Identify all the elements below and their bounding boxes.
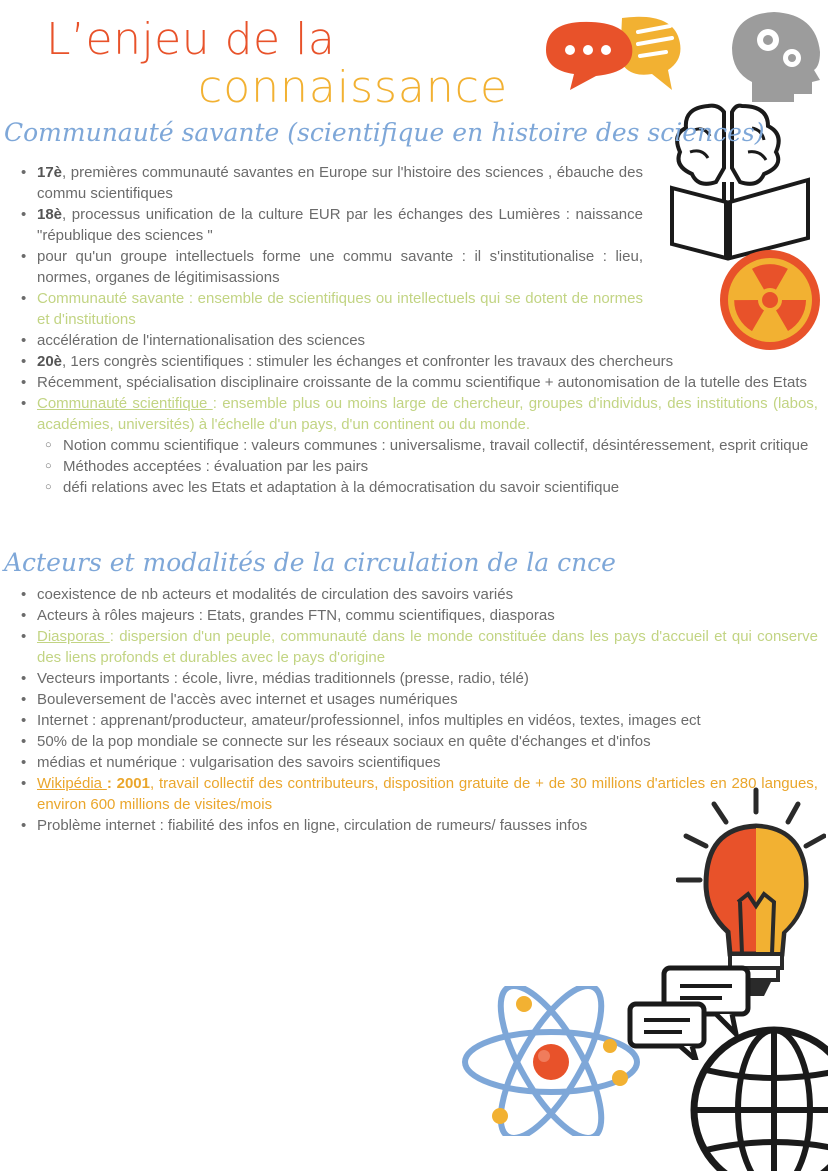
- list-item-definition: [18, 393, 818, 498]
- list-item: [18, 351, 818, 372]
- item-bold: 20è: [37, 353, 63, 370]
- item-text: Vecteurs importants : école, livre, médias traditionnels (presse, radio, télé): [37, 670, 529, 687]
- item-text: pour qu'un groupe intellectuels forme une commu savante : il s'institutionalise : lieu, normes, organes de légitimisassions: [37, 248, 643, 286]
- atom-icon: [460, 986, 642, 1136]
- item-text: accélération de l'internationalisation des sciences: [37, 332, 366, 349]
- item-text: 50% de la pop mondiale se connecte sur les réseaux sociaux en quête d'échanges et d'infos: [37, 733, 651, 750]
- list-item: [18, 605, 818, 626]
- item-text: Problème internet : fiabilité des infos en ligne, circulation de rumeurs/ fausses infos: [37, 817, 588, 834]
- list-item-definition: [18, 626, 818, 668]
- item-text: : dispersion d'un peuple, communauté dans le monde constituée dans les pays d'accueil et qui conserve des liens profonds et durables avec le pays d'origine: [37, 628, 818, 666]
- sub-list-item: ○ Notion commu scientifique : valeurs communes : universalisme, travail collectif, désintéressement, esprit critique: [37, 435, 818, 456]
- item-text: , premières communauté savantes en Europe sur l'histoire des sciences , ébauche des commu scientifiques: [37, 164, 643, 202]
- item-term: Diasporas: [37, 628, 110, 645]
- speech-bubbles-icon: [540, 8, 700, 100]
- list-item-definition: [18, 288, 643, 330]
- item-text: coexistence de nb acteurs et modalités de circulation des savoirs variés: [37, 586, 514, 603]
- item-text: Bouleversement de l'accès avec internet et usages numériques: [37, 691, 458, 708]
- page-title-line2: connaissance: [198, 62, 509, 113]
- item-bold: 18è: [37, 206, 63, 223]
- item-text: , travail collectif des contributeurs, disposition gratuite de + de 30 millions d'articles en 280 langues, environ 600 millions de visites/mois: [37, 775, 818, 813]
- section-title-acteurs: Acteurs et modalités de la circulation de la cnce: [4, 548, 616, 577]
- list-item: [18, 162, 643, 204]
- item-text: médias et numérique : vulgarisation des savoirs scientifiques: [37, 754, 441, 771]
- item-text: , processus unification de la culture EUR par les échanges des Lumières : naissance "république des sciences ": [37, 206, 643, 244]
- item-term: Communauté scientifique: [37, 395, 213, 412]
- list-item: [18, 689, 818, 710]
- sub-list-item: ○ défi relations avec les Etats et adaptation à la démocratisation du savoir scientifique: [37, 477, 818, 498]
- list-item: [18, 710, 818, 731]
- sub-list: [37, 435, 818, 498]
- list-item: [18, 372, 818, 393]
- list-item: [18, 668, 818, 689]
- list-item: [18, 584, 818, 605]
- sub-list-item: ○ Méthodes acceptées : évaluation par les pairs: [37, 456, 818, 477]
- item-text: : ensemble plus ou moins large de chercheur, groupes d'individus, des institutions (labos, académies, universités) à l'échelle d'un pays, d'un continent ou du monde.: [37, 395, 818, 433]
- item-text: , 1ers congrès scientifiques : stimuler les échanges et confronter les travaux des chercheurs: [62, 353, 674, 370]
- page-title-line1: L’enjeu de la: [46, 14, 336, 65]
- list-item: [18, 246, 643, 288]
- head-gears-icon: [722, 6, 826, 106]
- list-item: [18, 330, 818, 351]
- item-term: Wikipédia: [37, 775, 107, 792]
- item-text: Internet : apprenant/producteur, amateur/professionnel, infos multiples en vidéos, textes, images ect: [37, 712, 701, 729]
- item-text: Récemment, spécialisation disciplinaire croissante de la commu scientifique + autonomisation de la tutelle des Etats: [37, 374, 807, 391]
- section-title-communaute-savante: Communauté savante (scientifique en histoire des sciences): [4, 118, 765, 147]
- item-text: Communauté savante : ensemble de scientifiques ou intellectuels qui se dotent de normes et d'institutions: [37, 290, 643, 328]
- list-item: [18, 731, 818, 752]
- item-bold: 17è: [37, 164, 63, 181]
- list-item: [18, 752, 818, 773]
- globe-icon: [688, 1024, 828, 1171]
- list-item: [18, 204, 643, 246]
- item-text: Acteurs à rôles majeurs : Etats, grandes FTN, commu scientifiques, diasporas: [37, 607, 555, 624]
- item-bold: : 2001: [106, 775, 150, 792]
- section1-list: [18, 162, 818, 498]
